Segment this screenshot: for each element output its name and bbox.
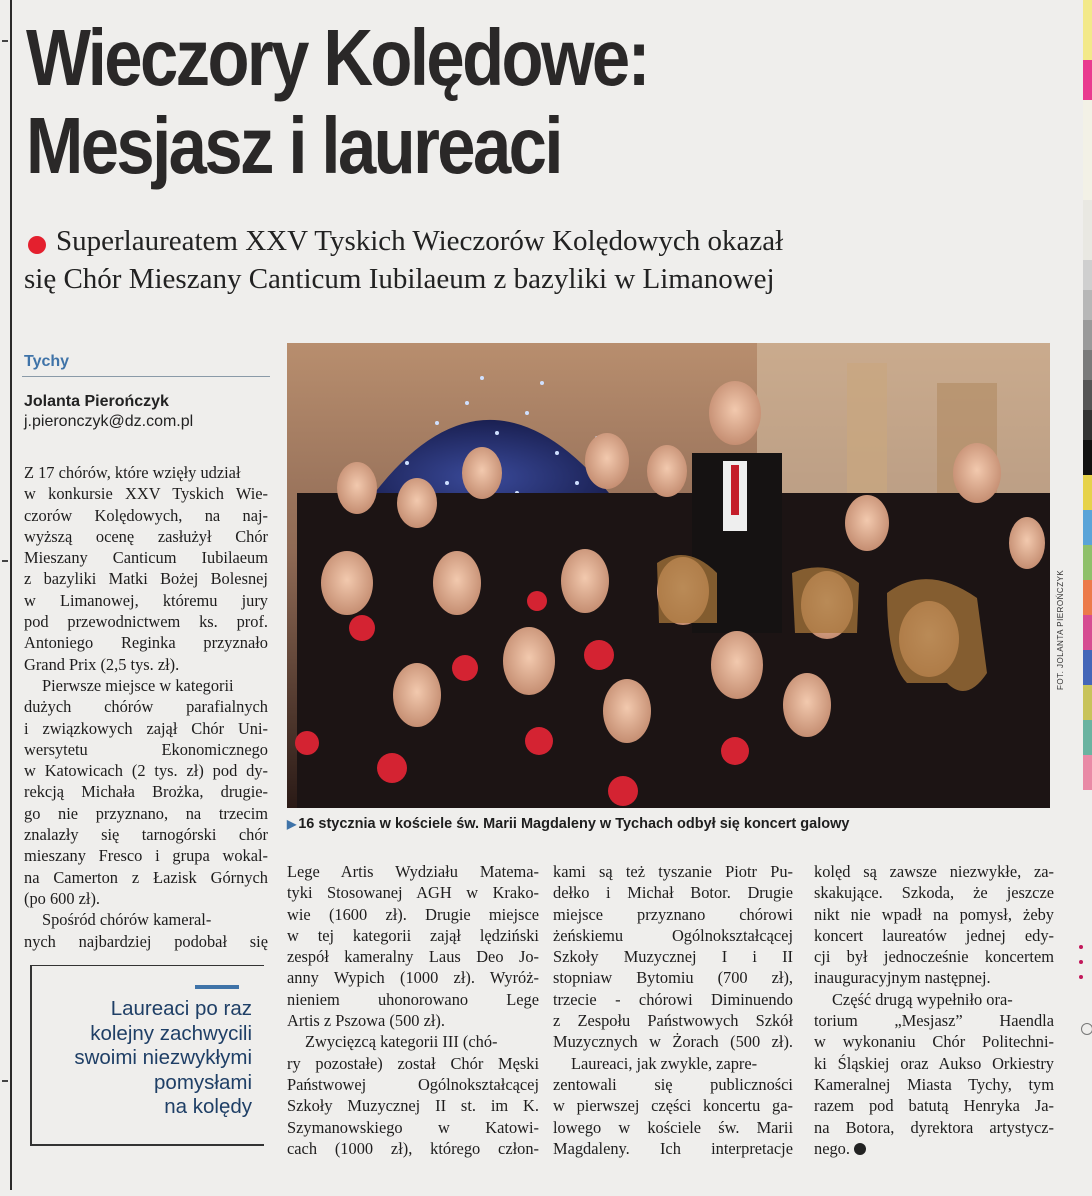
article-line: rekcją Michała Brożka, drugie- xyxy=(24,782,268,802)
article-line: dużych chórów parafialnych xyxy=(24,697,268,717)
article-line: go nie przyznano, na trzecim xyxy=(24,803,268,823)
article-line: (po 600 zł). xyxy=(24,888,101,908)
color-bar-orange xyxy=(1083,580,1092,615)
article-line: w wykonaniu Chór Politechni- xyxy=(814,1032,1054,1052)
color-bar-yellow-2 xyxy=(1083,475,1092,510)
article-line: Kameralnej Miasta Tychy, tym xyxy=(814,1074,1054,1094)
color-bar-grey-6 xyxy=(1083,410,1092,440)
article-line: wie (1600 zł). Drugie miejsce xyxy=(287,904,539,924)
color-bar-white xyxy=(1083,100,1092,200)
color-bar-grey-5 xyxy=(1083,380,1092,410)
article-line: zespół kameralny Laus Deo Jo- xyxy=(287,947,539,967)
article-line: zentowali się publiczności xyxy=(553,1074,793,1094)
article-line: znalazły się tarnogórski chór xyxy=(24,825,268,845)
color-bar-blue xyxy=(1083,650,1092,685)
article-column-3 xyxy=(553,861,793,1159)
article-line: Muzycznych w Żorach (500 zł). xyxy=(553,1032,793,1052)
article-line: Artis z Pszowa (500 zł). xyxy=(287,1011,445,1031)
article-line: ry pozostałe) został Chór Męski xyxy=(287,1053,539,1073)
color-bar-cyan xyxy=(1083,510,1092,545)
article-line: z bazyliki Matki Bożej Bolesnej xyxy=(24,569,268,589)
article-line: razem pod batutą Henryka Ja- xyxy=(814,1096,1054,1116)
article-line: lowego w kościele św. Marii xyxy=(553,1117,793,1137)
article-headline xyxy=(26,14,920,190)
article-line: Spośród chórów kameral- xyxy=(42,910,212,930)
article-column-1 xyxy=(24,462,268,952)
article-line: nieniem uhonorowano Lege xyxy=(287,989,539,1009)
color-bar-black xyxy=(1083,440,1092,475)
article-line: czorów Kolędowych, na naj- xyxy=(24,505,268,525)
end-of-article-icon xyxy=(854,1143,866,1155)
article-line: cach (1000 zł), którego człon- xyxy=(287,1138,539,1158)
color-bar-grey-2 xyxy=(1083,290,1092,320)
section-divider xyxy=(22,376,270,377)
article-line: Pierwsze miejsce w kategorii xyxy=(42,675,234,695)
article-line: kolęd są zawsze niezwykłe, za- xyxy=(814,862,1054,881)
article-line: tyki Stosowanej AGH w Krako- xyxy=(287,883,539,903)
article-line: inauguracyjnym następnej. xyxy=(814,968,991,988)
choir-photo xyxy=(287,343,1050,808)
lead-line: Superlaureatem XXV Tyskich Wieczorów Kolędowych okazał xyxy=(56,225,784,257)
article-line: w Limanowej, któremu jury xyxy=(24,590,268,610)
article-line: wyższą ocenę zasłużył Chór xyxy=(24,526,268,546)
margin-tick xyxy=(2,560,8,562)
photo-credit: FOT. JOLANTA PIEROŃCZYK xyxy=(1056,569,1065,690)
color-bar-green xyxy=(1083,545,1092,580)
pullquote-accent xyxy=(195,985,239,989)
margin-tick xyxy=(2,40,8,42)
pullquote-line: kolejny zachwycili xyxy=(90,1021,252,1045)
article-line: dełko i Michał Botor. Drugie xyxy=(553,883,793,903)
article-line: na Camerton z Łazisk Górnych xyxy=(24,867,268,887)
author-email[interactable]: j.pieronczyk@dz.com.pl xyxy=(24,413,194,430)
article-line: nych najbardziej podobał się xyxy=(24,931,268,951)
color-bar-light xyxy=(1083,200,1092,260)
article-line: wersytetu Ekonomicznego xyxy=(24,739,268,759)
article-line: Lege Artis Wydziału Matema- xyxy=(287,862,539,881)
photo-caption xyxy=(287,816,849,832)
color-bar-pink xyxy=(1083,615,1092,650)
color-bar-grey-3 xyxy=(1083,320,1092,350)
article-line: Szymanowskiego w Katowi- xyxy=(287,1117,539,1137)
color-bar-teal xyxy=(1083,720,1092,755)
margin-tick xyxy=(2,1080,8,1082)
pullquote-line: swoimi niezwykłymi xyxy=(74,1046,252,1069)
article-line: Szkoły Muzycznej II st. im K. xyxy=(287,1096,539,1116)
headline-line: Wieczory Kolędowe: xyxy=(26,13,648,102)
registration-mark-icon xyxy=(1081,1023,1092,1035)
article-line: anny Wypich (1000 zł). Wyróż- xyxy=(287,968,539,988)
article-line: nego. xyxy=(814,1138,1054,1159)
article-line: w konkursie XXV Tyskich Wie- xyxy=(24,484,268,504)
headline-line: Mesjasz i laureaci xyxy=(26,101,561,190)
color-bar-magenta xyxy=(1083,60,1092,100)
article-line: Laureaci, jak zwykle, zapre- xyxy=(571,1053,758,1073)
article-line: pod przewodnictwem ks. prof. xyxy=(24,612,268,632)
caption-arrow-icon: ▶ xyxy=(287,817,297,831)
article-line: w tej kategorii zajął lędziński xyxy=(287,925,539,945)
color-bar-yellow xyxy=(1083,0,1092,60)
article-column-4 xyxy=(814,861,1054,1159)
article-line: stopniaw Bytomiu (700 zł), xyxy=(553,968,793,988)
color-bar-grey-1 xyxy=(1083,260,1092,290)
pullquote-line: pomysłami xyxy=(154,1070,252,1094)
article-line: Z 17 chórów, które wzięły udział xyxy=(24,463,241,482)
article-line: miejsce przyznano chórowi xyxy=(553,904,793,924)
color-bar-olive xyxy=(1083,685,1092,720)
article-line: ki Śląskiej oraz Aukso Orkiestry xyxy=(814,1053,1054,1073)
article-line: Grand Prix (2,5 tys. zł). xyxy=(24,654,180,674)
pullquote-line: Laureaci po raz xyxy=(110,997,252,1020)
article-line: w pierwszej części koncertu ga- xyxy=(553,1096,793,1116)
article-line: i związkowych zajął Chór Uni- xyxy=(24,718,268,738)
color-bar-grey-4 xyxy=(1083,350,1092,380)
color-bar-rose xyxy=(1083,755,1092,790)
article-line: w Katowicach (2 tys. zł) pod dy- xyxy=(24,761,268,781)
article-line: trzecie - chórowi Diminuendo xyxy=(553,989,793,1009)
article-line: na Botora, dyrektora artystycz- xyxy=(814,1117,1054,1137)
article-lead xyxy=(24,222,1044,298)
article-line: Zwycięzcą kategorii III (chó- xyxy=(305,1032,498,1052)
lead-line: się Chór Mieszany Canticum Iubilaeum z bazyliki w Limanowej xyxy=(24,263,775,295)
article-line: Część drugą wypełniło ora- xyxy=(832,989,1013,1009)
section-label: Tychy xyxy=(24,353,70,370)
article-line: żeńskiemu Ogólnokształcącej xyxy=(553,925,793,945)
article-line: z Zespołu Państwowych Szkół xyxy=(553,1011,793,1031)
article-line: cji był jednocześnie koncertem xyxy=(814,947,1054,967)
page-left-rule xyxy=(10,0,12,1190)
article-column-2 xyxy=(287,861,539,1159)
author-name: Jolanta Pierończyk xyxy=(24,393,169,410)
article-line: nikt nie wpadł na pomysł, żeby xyxy=(814,904,1054,924)
article-line: Magdaleny. Ich interpretacje xyxy=(553,1138,793,1158)
pullquote-text xyxy=(40,997,252,1120)
caption-text: 16 stycznia w kościele św. Marii Magdaleny w Tychach odbył się koncert galowy xyxy=(298,816,850,832)
pullquote-line: na kolędy xyxy=(164,1095,252,1118)
article-line: Mieszany Canticum Iubilaeum xyxy=(24,548,268,568)
article-line: koncert laureatów jednej edy- xyxy=(814,925,1054,945)
article-line: Antoniego Reginka przyznało xyxy=(24,633,268,653)
article-line: Szkoły Muzycznej I i II xyxy=(553,947,793,967)
article-line: kami są też tyszanie Piotr Pu- xyxy=(553,862,793,881)
article-line: skakujące. Szkoda, że jeszcze xyxy=(814,883,1054,903)
article-line: torium „Mesjasz” Haendla xyxy=(814,1011,1054,1031)
article-line: mieszany Fresco i grupa wokal- xyxy=(24,846,268,866)
article-line: Państwowej Ogólnokształcącej xyxy=(287,1074,539,1094)
